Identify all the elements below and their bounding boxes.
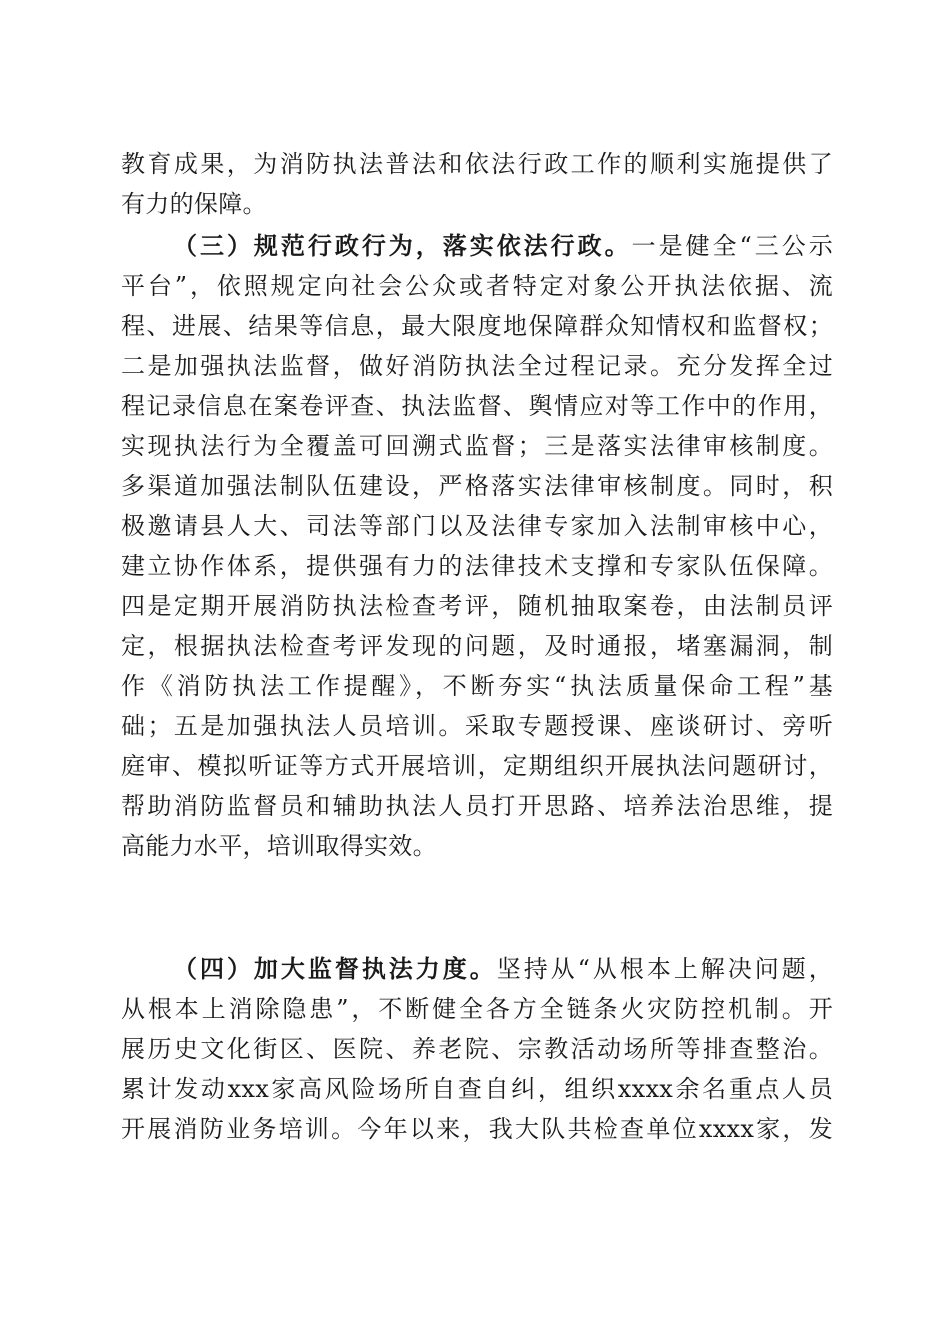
paragraph-line: 教育成果，为消防执法普法和依法行政工作的顺利实施提供了 (121, 150, 833, 178)
paragraph-line: 四是定期开展消防执法检查考评，随机抽取案卷，由法制员评 (121, 592, 833, 620)
paragraph-line: 实现执法行为全覆盖可回溯式监督；三是落实法律审核制度。 (121, 432, 833, 460)
paragraph-first-line (121, 949, 833, 989)
paragraph-line: 庭审、模拟听证等方式开展培训，定期组织开展执法问题研讨， (121, 752, 833, 780)
paragraph-line: 开展消防业务培训。今年以来，我大队共检查单位xxxx家，发 (121, 1115, 833, 1143)
paragraph-line: 程、进展、结果等信息，最大限度地保障群众知情权和监督权； (121, 312, 833, 340)
paragraph-line: 帮助消防监督员和辅助执法人员打开思路、培养法治思维，提 (121, 792, 833, 820)
paragraph-section-four (121, 949, 833, 1149)
paragraph-line: 定，根据执法检查考评发现的问题，及时通报，堵塞漏洞，制 (121, 632, 833, 660)
paragraph-line: 平台”，依照规定向社会公众或者特定对象公开执法依据、流 (121, 272, 833, 300)
paragraph-line: 高能力水平，培训取得实效。 (121, 832, 437, 860)
paragraph-line: 极邀请县人大、司法等部门以及法律专家加入法制审核中心， (121, 512, 833, 540)
paragraph-line: 二是加强执法监督，做好消防执法全过程记录。充分发挥全过 (121, 352, 833, 380)
paragraph-line: 础；五是加强执法人员培训。采取专题授课、座谈研讨、旁听 (121, 712, 833, 740)
paragraph-line: 从根本上消除隐患”，不断健全各方全链条火灾防控机制。开 (121, 995, 833, 1023)
paragraph-section-three (121, 226, 833, 866)
paragraph-intro-continuation (121, 144, 833, 224)
paragraph-line: 作《消防执法工作提醒》，不断夯实“执法质量保命工程”基 (121, 672, 833, 700)
section-heading: （三）规范行政行为，落实依法行政。 (173, 231, 632, 260)
paragraph-line: 建立协作体系，提供强有力的法律技术支撑和专家队伍保障。 (121, 552, 833, 580)
paragraph-line-text: 坚持从“从根本上解决问题， (496, 955, 833, 983)
paragraph-line: 展历史文化街区、医院、养老院、宗教活动场所等排查整治。 (121, 1035, 833, 1063)
paragraph-line: 程记录信息在案卷评查、执法监督、舆情应对等工作中的作用， (121, 392, 833, 420)
paragraph-line: 多渠道加强法制队伍建设，严格落实法律审核制度。同时，积 (121, 472, 833, 500)
paragraph-line: 有力的保障。 (121, 190, 267, 218)
paragraph-first-line (121, 226, 833, 266)
section-heading: （四）加大监督执法力度。 (173, 954, 497, 983)
paragraph-line-text: 一是健全“三公示 (631, 232, 833, 260)
paragraph-line: 累计发动xxx家高风险场所自查自纠，组织xxxx余名重点人员 (121, 1075, 833, 1103)
